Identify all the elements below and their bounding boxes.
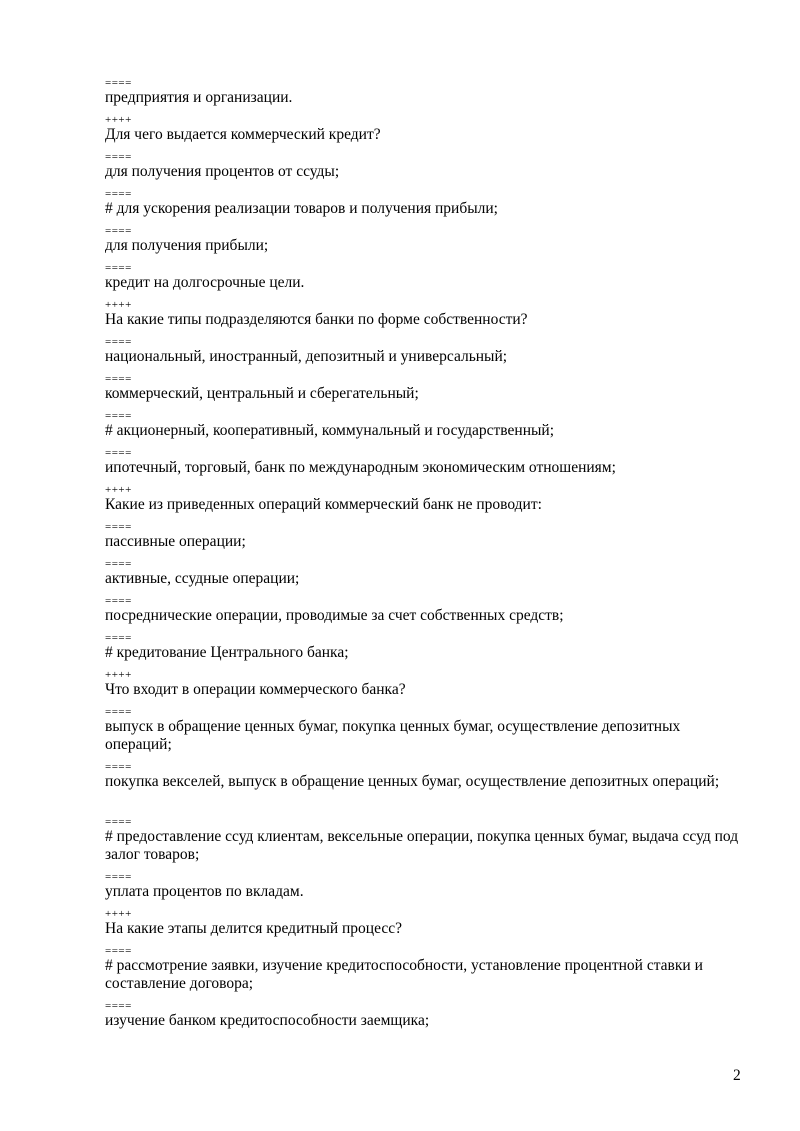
text-line: коммерческий, центральный и сберегательный; <box>105 385 419 402</box>
answer-separator: ==== <box>105 373 132 385</box>
text-line: для получения прибыли; <box>105 237 269 254</box>
answer-separator: ==== <box>105 410 132 422</box>
question-separator: ++++ <box>105 484 132 496</box>
answer-separator: ==== <box>105 945 132 957</box>
question-separator: ++++ <box>105 669 132 681</box>
text-line: # для ускорения реализации товаров и получения прибыли; <box>105 200 498 217</box>
text-line: На какие этапы делится кредитный процесс? <box>105 920 403 937</box>
text-line: ипотечный, торговый, банк по международным экономическим отношениям; <box>105 459 616 476</box>
text-line: покупка векселей, выпуск в обращение ценных бумаг, осуществление депозитных операций; <box>105 773 720 790</box>
text-line: для получения процентов от ссуды; <box>105 163 340 180</box>
answer-separator: ==== <box>105 595 132 607</box>
answer-separator: ==== <box>105 336 132 348</box>
answer-separator: ==== <box>105 558 132 570</box>
question-separator: ++++ <box>105 908 132 920</box>
text-line: Какие из приведенных операций коммерческий банк не проводит: <box>105 496 542 513</box>
answer-separator: ==== <box>105 871 132 883</box>
answer-separator: ==== <box>105 761 132 773</box>
question-separator: ++++ <box>105 299 132 311</box>
text-line: # рассмотрение заявки, изучение кредитоспособности, установление процентной ставки и составление договора; <box>105 957 703 992</box>
answer-separator: ==== <box>105 521 132 533</box>
text-line: выпуск в обращение ценных бумаг, покупка ценных бумаг, осуществление депозитных операций; <box>105 718 681 753</box>
text-line: кредит на долгосрочные цели. <box>105 274 305 291</box>
text-line: предприятия и организации. <box>105 89 293 106</box>
page-number: 2 <box>733 1067 741 1084</box>
answer-separator: ==== <box>105 1000 132 1012</box>
text-line: национальный, иностранный, депозитный и универсальный; <box>105 348 508 365</box>
text-line: уплата процентов по вкладам. <box>105 883 304 900</box>
answer-separator: ==== <box>105 706 132 718</box>
text-line: # акционерный, кооперативный, коммунальный и государственный; <box>105 422 555 439</box>
answer-separator: ==== <box>105 225 132 237</box>
text-line: Что входит в операции коммерческого банка? <box>105 681 406 698</box>
answer-separator: ==== <box>105 151 132 163</box>
text-line: посреднические операции, проводимые за счет собственных средств; <box>105 607 564 624</box>
text-line: изучение банком кредитоспособности заемщика; <box>105 1012 430 1029</box>
text-line: Для чего выдается коммерческий кредит? <box>105 126 381 143</box>
answer-separator: ==== <box>105 447 132 459</box>
answer-separator: ==== <box>105 77 132 89</box>
text-line: На какие типы подразделяются банки по форме собственности? <box>105 311 528 328</box>
answer-separator: ==== <box>105 816 132 828</box>
text-line: пассивные операции; <box>105 533 246 550</box>
text-line: активные, ссудные операции; <box>105 570 300 587</box>
text-line: # предоставление ссуд клиентам, вексельные операции, покупка ценных бумаг, выдача ссуд под залог товаров; <box>105 828 739 863</box>
text-line: # кредитование Центрального банка; <box>105 644 349 661</box>
question-separator: ++++ <box>105 114 132 126</box>
document-body <box>105 78 745 1038</box>
answer-separator: ==== <box>105 188 132 200</box>
answer-separator: ==== <box>105 262 132 274</box>
answer-separator: ==== <box>105 632 132 644</box>
